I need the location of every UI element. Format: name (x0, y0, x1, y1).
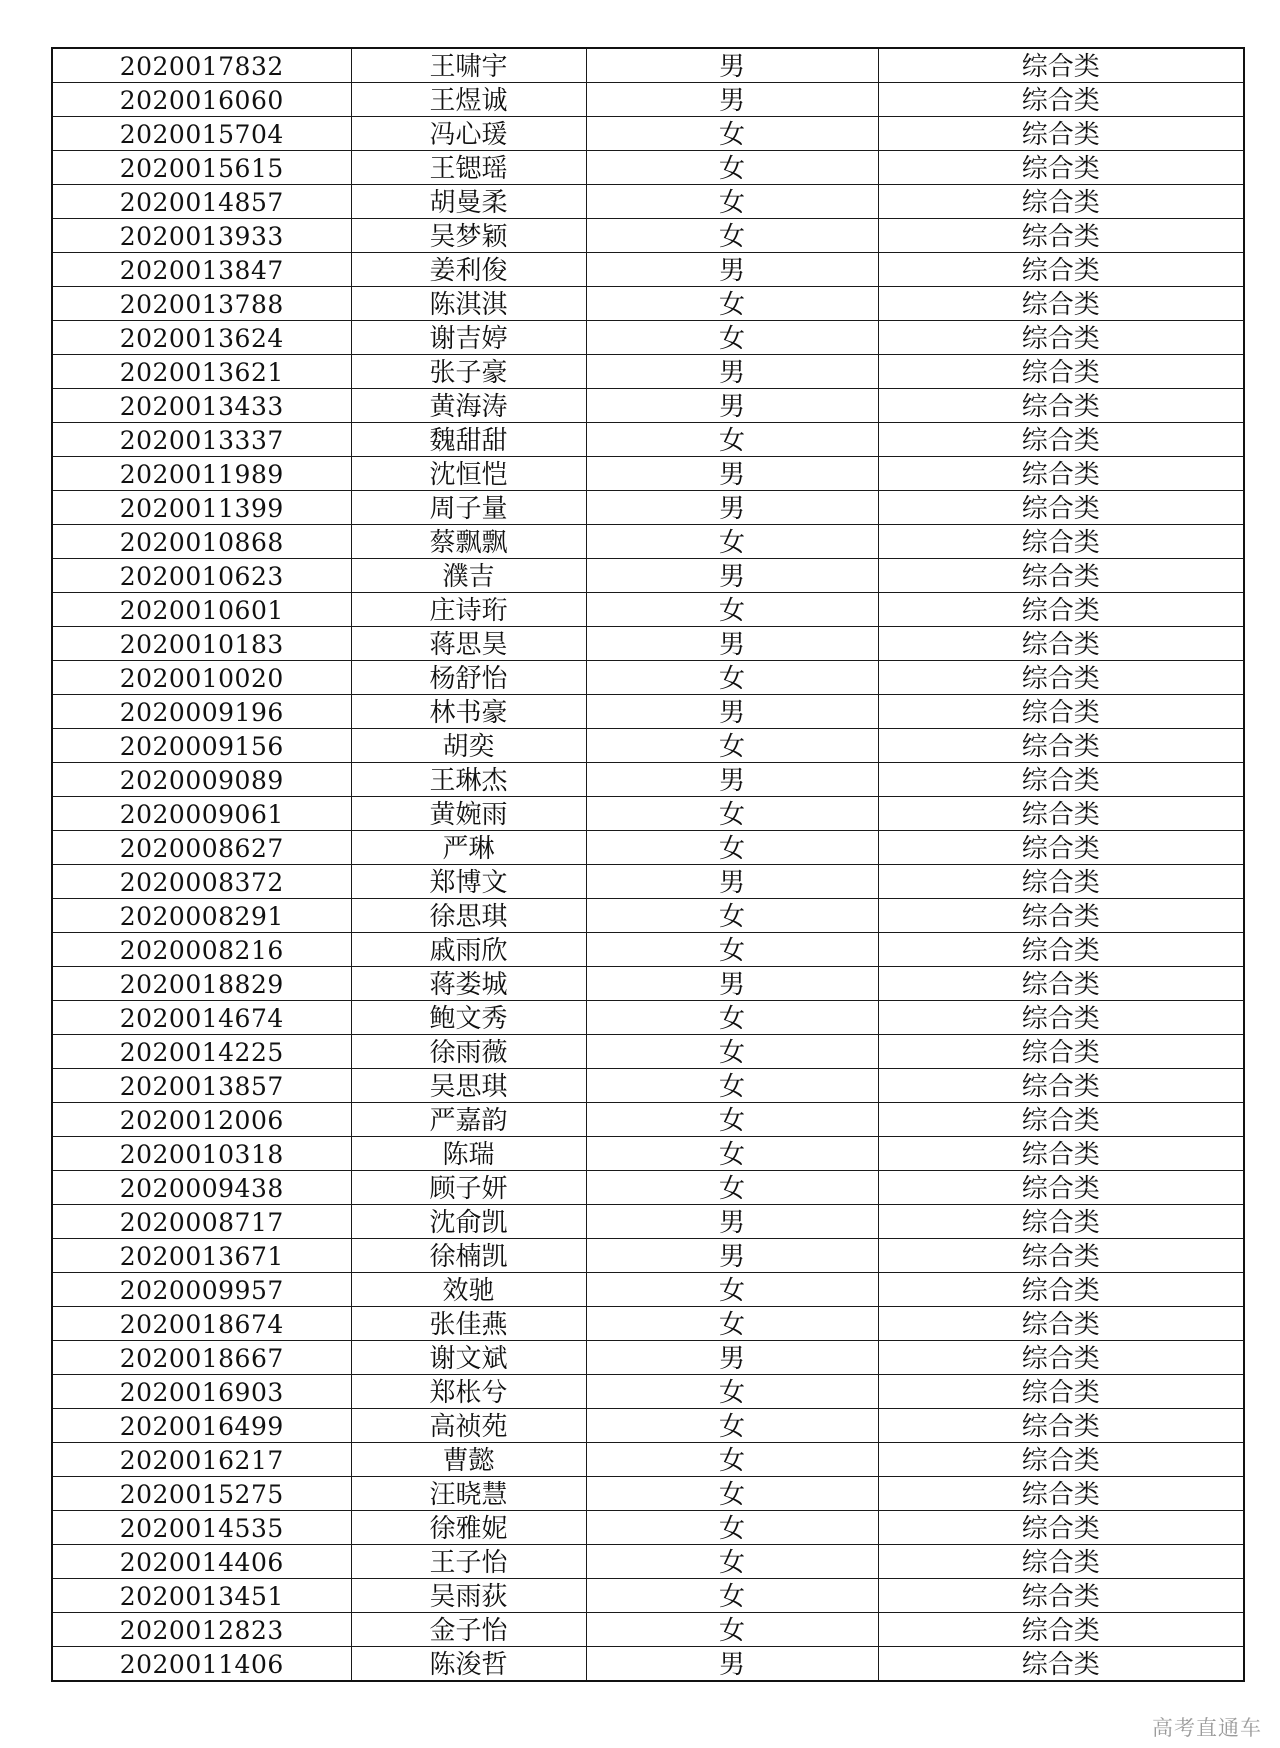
student-name-cell: 戚雨欣 (351, 933, 586, 967)
gender-cell: 女 (586, 1035, 878, 1069)
student-name-cell: 王煜诚 (351, 83, 586, 117)
category-cell: 综合类 (878, 627, 1244, 661)
table-row (52, 1171, 1244, 1205)
student-name-cell: 陈瑞 (351, 1137, 586, 1171)
gender-cell: 女 (586, 1137, 878, 1171)
student-id-cell: 2020014535 (52, 1511, 351, 1545)
table-row (52, 1341, 1244, 1375)
table-row (52, 661, 1244, 695)
student-name-cell: 徐雨薇 (351, 1035, 586, 1069)
gender-cell: 女 (586, 1103, 878, 1137)
gender-cell: 女 (586, 899, 878, 933)
student-name-cell: 蒋娄城 (351, 967, 586, 1001)
category-cell: 综合类 (878, 1409, 1244, 1443)
table-row (52, 1579, 1244, 1613)
category-cell: 综合类 (878, 1069, 1244, 1103)
student-id-cell: 2020008372 (52, 865, 351, 899)
category-cell: 综合类 (878, 559, 1244, 593)
student-name-cell: 谢吉婷 (351, 321, 586, 355)
category-cell: 综合类 (878, 457, 1244, 491)
gender-cell: 女 (586, 831, 878, 865)
gender-cell: 女 (586, 1375, 878, 1409)
table-row (52, 899, 1244, 933)
student-id-cell: 2020016217 (52, 1443, 351, 1477)
student-name-cell: 郑博文 (351, 865, 586, 899)
category-cell: 综合类 (878, 1205, 1244, 1239)
student-id-cell: 2020010183 (52, 627, 351, 661)
student-id-cell: 2020015615 (52, 151, 351, 185)
student-id-cell: 2020008627 (52, 831, 351, 865)
table-row (52, 627, 1244, 661)
category-cell: 综合类 (878, 729, 1244, 763)
student-name-cell: 蒋思昊 (351, 627, 586, 661)
table-row (52, 491, 1244, 525)
category-cell: 综合类 (878, 1001, 1244, 1035)
category-cell: 综合类 (878, 253, 1244, 287)
category-cell: 综合类 (878, 1341, 1244, 1375)
table-row (52, 831, 1244, 865)
gender-cell: 男 (586, 1205, 878, 1239)
gender-cell: 女 (586, 151, 878, 185)
table-row (52, 117, 1244, 151)
table-row (52, 1613, 1244, 1647)
table-row (52, 1477, 1244, 1511)
category-cell: 综合类 (878, 831, 1244, 865)
gender-cell: 女 (586, 321, 878, 355)
category-cell: 综合类 (878, 593, 1244, 627)
category-cell: 综合类 (878, 1137, 1244, 1171)
category-cell: 综合类 (878, 763, 1244, 797)
student-name-cell: 高祯苑 (351, 1409, 586, 1443)
category-cell: 综合类 (878, 151, 1244, 185)
student-list-table (51, 47, 1245, 1682)
category-cell: 综合类 (878, 1613, 1244, 1647)
gender-cell: 男 (586, 763, 878, 797)
student-id-cell: 2020014674 (52, 1001, 351, 1035)
student-name-cell: 严嘉韵 (351, 1103, 586, 1137)
student-id-cell: 2020011399 (52, 491, 351, 525)
table-row (52, 729, 1244, 763)
gender-cell: 男 (586, 48, 878, 83)
gender-cell: 女 (586, 1001, 878, 1035)
student-id-cell: 2020013933 (52, 219, 351, 253)
student-id-cell: 2020013451 (52, 1579, 351, 1613)
gender-cell: 男 (586, 1239, 878, 1273)
gender-cell: 男 (586, 695, 878, 729)
table-row (52, 1001, 1244, 1035)
category-cell: 综合类 (878, 185, 1244, 219)
table-row (52, 1205, 1244, 1239)
category-cell: 综合类 (878, 967, 1244, 1001)
category-cell: 综合类 (878, 1035, 1244, 1069)
student-name-cell: 濮吉 (351, 559, 586, 593)
gender-cell: 女 (586, 1477, 878, 1511)
student-id-cell: 2020018674 (52, 1307, 351, 1341)
table-row (52, 1273, 1244, 1307)
student-id-cell: 2020014225 (52, 1035, 351, 1069)
student-name-cell: 吴梦颖 (351, 219, 586, 253)
student-name-cell: 王子怡 (351, 1545, 586, 1579)
student-name-cell: 陈浚哲 (351, 1647, 586, 1682)
gender-cell: 男 (586, 253, 878, 287)
category-cell: 综合类 (878, 1375, 1244, 1409)
student-name-cell: 谢文斌 (351, 1341, 586, 1375)
category-cell: 综合类 (878, 1443, 1244, 1477)
student-id-cell: 2020009196 (52, 695, 351, 729)
gender-cell: 女 (586, 933, 878, 967)
student-id-cell: 2020011406 (52, 1647, 351, 1682)
gender-cell: 男 (586, 1647, 878, 1682)
student-name-cell: 庄诗珩 (351, 593, 586, 627)
student-list-body (52, 48, 1244, 1681)
category-cell: 综合类 (878, 797, 1244, 831)
table-row (52, 1307, 1244, 1341)
gender-cell: 女 (586, 1409, 878, 1443)
student-id-cell: 2020010623 (52, 559, 351, 593)
category-cell: 综合类 (878, 525, 1244, 559)
gender-cell: 女 (586, 117, 878, 151)
gender-cell: 女 (586, 1069, 878, 1103)
gender-cell: 女 (586, 1511, 878, 1545)
gender-cell: 男 (586, 627, 878, 661)
category-cell: 综合类 (878, 1545, 1244, 1579)
student-id-cell: 2020017832 (52, 48, 351, 83)
table-row (52, 48, 1244, 83)
table-row (52, 525, 1244, 559)
student-id-cell: 2020008216 (52, 933, 351, 967)
student-id-cell: 2020014857 (52, 185, 351, 219)
table-row (52, 1375, 1244, 1409)
student-name-cell: 吴雨荻 (351, 1579, 586, 1613)
gender-cell: 女 (586, 219, 878, 253)
category-cell: 综合类 (878, 1579, 1244, 1613)
student-name-cell: 蔡飘飘 (351, 525, 586, 559)
table-row (52, 457, 1244, 491)
category-cell: 综合类 (878, 321, 1244, 355)
table-row (52, 559, 1244, 593)
table-row (52, 1035, 1244, 1069)
category-cell: 综合类 (878, 1307, 1244, 1341)
table-row (52, 865, 1244, 899)
gender-cell: 女 (586, 729, 878, 763)
gender-cell: 男 (586, 967, 878, 1001)
student-id-cell: 2020010318 (52, 1137, 351, 1171)
category-cell: 综合类 (878, 1171, 1244, 1205)
student-name-cell: 王锶瑶 (351, 151, 586, 185)
table-row (52, 83, 1244, 117)
table-row (52, 185, 1244, 219)
student-id-cell: 2020009957 (52, 1273, 351, 1307)
student-name-cell: 沈恒恺 (351, 457, 586, 491)
student-id-cell: 2020013624 (52, 321, 351, 355)
student-id-cell: 2020016060 (52, 83, 351, 117)
table-row (52, 1137, 1244, 1171)
student-name-cell: 魏甜甜 (351, 423, 586, 457)
student-name-cell: 徐思琪 (351, 899, 586, 933)
student-name-cell: 徐雅妮 (351, 1511, 586, 1545)
table-row (52, 967, 1244, 1001)
gender-cell: 男 (586, 1341, 878, 1375)
category-cell: 综合类 (878, 389, 1244, 423)
gender-cell: 女 (586, 1273, 878, 1307)
gender-cell: 男 (586, 491, 878, 525)
table-row (52, 1239, 1244, 1273)
table-row (52, 1443, 1244, 1477)
student-id-cell: 2020013788 (52, 287, 351, 321)
gender-cell: 女 (586, 1613, 878, 1647)
category-cell: 综合类 (878, 219, 1244, 253)
student-id-cell: 2020012823 (52, 1613, 351, 1647)
gender-cell: 男 (586, 865, 878, 899)
category-cell: 综合类 (878, 48, 1244, 83)
student-id-cell: 2020016903 (52, 1375, 351, 1409)
gender-cell: 男 (586, 389, 878, 423)
table-row (52, 933, 1244, 967)
student-name-cell: 沈俞凯 (351, 1205, 586, 1239)
student-id-cell: 2020016499 (52, 1409, 351, 1443)
gender-cell: 女 (586, 593, 878, 627)
table-row (52, 763, 1244, 797)
table-row (52, 253, 1244, 287)
category-cell: 综合类 (878, 423, 1244, 457)
student-name-cell: 严琳 (351, 831, 586, 865)
table-row (52, 423, 1244, 457)
gender-cell: 女 (586, 287, 878, 321)
watermark-text: 高考直通车 (1152, 1716, 1262, 1740)
student-id-cell: 2020015275 (52, 1477, 351, 1511)
category-cell: 综合类 (878, 1103, 1244, 1137)
gender-cell: 男 (586, 355, 878, 389)
student-id-cell: 2020013621 (52, 355, 351, 389)
student-id-cell: 2020018829 (52, 967, 351, 1001)
category-cell: 综合类 (878, 117, 1244, 151)
category-cell: 综合类 (878, 1239, 1244, 1273)
gender-cell: 男 (586, 559, 878, 593)
table-row (52, 1647, 1244, 1682)
gender-cell: 女 (586, 1545, 878, 1579)
student-name-cell: 顾子妍 (351, 1171, 586, 1205)
student-name-cell: 张佳燕 (351, 1307, 586, 1341)
student-name-cell: 郑枨兮 (351, 1375, 586, 1409)
student-name-cell: 金子怡 (351, 1613, 586, 1647)
category-cell: 综合类 (878, 1273, 1244, 1307)
category-cell: 综合类 (878, 1511, 1244, 1545)
student-name-cell: 胡曼柔 (351, 185, 586, 219)
student-name-cell: 胡奕 (351, 729, 586, 763)
student-name-cell: 曹懿 (351, 1443, 586, 1477)
table-row (52, 1069, 1244, 1103)
student-id-cell: 2020015704 (52, 117, 351, 151)
table-row (52, 321, 1244, 355)
gender-cell: 女 (586, 1307, 878, 1341)
gender-cell: 女 (586, 797, 878, 831)
category-cell: 综合类 (878, 287, 1244, 321)
student-id-cell: 2020011989 (52, 457, 351, 491)
student-name-cell: 王琳杰 (351, 763, 586, 797)
gender-cell: 女 (586, 1579, 878, 1613)
table-row (52, 151, 1244, 185)
category-cell: 综合类 (878, 933, 1244, 967)
table-row (52, 695, 1244, 729)
student-id-cell: 2020009156 (52, 729, 351, 763)
student-id-cell: 2020013433 (52, 389, 351, 423)
gender-cell: 女 (586, 525, 878, 559)
student-name-cell: 杨舒怡 (351, 661, 586, 695)
student-name-cell: 林书豪 (351, 695, 586, 729)
student-id-cell: 2020010601 (52, 593, 351, 627)
student-name-cell: 吴思琪 (351, 1069, 586, 1103)
table-row (52, 219, 1244, 253)
student-name-cell: 周子量 (351, 491, 586, 525)
student-id-cell: 2020009438 (52, 1171, 351, 1205)
student-name-cell: 张子豪 (351, 355, 586, 389)
category-cell: 综合类 (878, 355, 1244, 389)
student-id-cell: 2020010020 (52, 661, 351, 695)
table-row (52, 389, 1244, 423)
table-row (52, 593, 1244, 627)
category-cell: 综合类 (878, 1647, 1244, 1682)
gender-cell: 女 (586, 1443, 878, 1477)
student-id-cell: 2020013847 (52, 253, 351, 287)
gender-cell: 男 (586, 457, 878, 491)
student-name-cell: 姜利俊 (351, 253, 586, 287)
student-id-cell: 2020014406 (52, 1545, 351, 1579)
student-name-cell: 王啸宇 (351, 48, 586, 83)
table-row (52, 355, 1244, 389)
gender-cell: 女 (586, 423, 878, 457)
category-cell: 综合类 (878, 865, 1244, 899)
category-cell: 综合类 (878, 1477, 1244, 1511)
category-cell: 综合类 (878, 695, 1244, 729)
student-name-cell: 徐楠凯 (351, 1239, 586, 1273)
gender-cell: 女 (586, 1171, 878, 1205)
student-id-cell: 2020009089 (52, 763, 351, 797)
student-id-cell: 2020008291 (52, 899, 351, 933)
student-name-cell: 黄婉雨 (351, 797, 586, 831)
table-row (52, 1545, 1244, 1579)
student-id-cell: 2020012006 (52, 1103, 351, 1137)
student-name-cell: 汪晓慧 (351, 1477, 586, 1511)
gender-cell: 男 (586, 83, 878, 117)
table-row (52, 287, 1244, 321)
table-row (52, 1103, 1244, 1137)
category-cell: 综合类 (878, 661, 1244, 695)
student-name-cell: 冯心瑗 (351, 117, 586, 151)
table-row (52, 1409, 1244, 1443)
student-id-cell: 2020008717 (52, 1205, 351, 1239)
student-id-cell: 2020018667 (52, 1341, 351, 1375)
student-id-cell: 2020009061 (52, 797, 351, 831)
student-name-cell: 黄海涛 (351, 389, 586, 423)
student-id-cell: 2020013337 (52, 423, 351, 457)
student-id-cell: 2020010868 (52, 525, 351, 559)
student-name-cell: 陈淇淇 (351, 287, 586, 321)
student-id-cell: 2020013671 (52, 1239, 351, 1273)
category-cell: 综合类 (878, 899, 1244, 933)
gender-cell: 女 (586, 185, 878, 219)
student-name-cell: 鲍文秀 (351, 1001, 586, 1035)
category-cell: 综合类 (878, 83, 1244, 117)
gender-cell: 女 (586, 661, 878, 695)
student-name-cell: 效驰 (351, 1273, 586, 1307)
category-cell: 综合类 (878, 491, 1244, 525)
table-row (52, 797, 1244, 831)
table-row (52, 1511, 1244, 1545)
student-id-cell: 2020013857 (52, 1069, 351, 1103)
